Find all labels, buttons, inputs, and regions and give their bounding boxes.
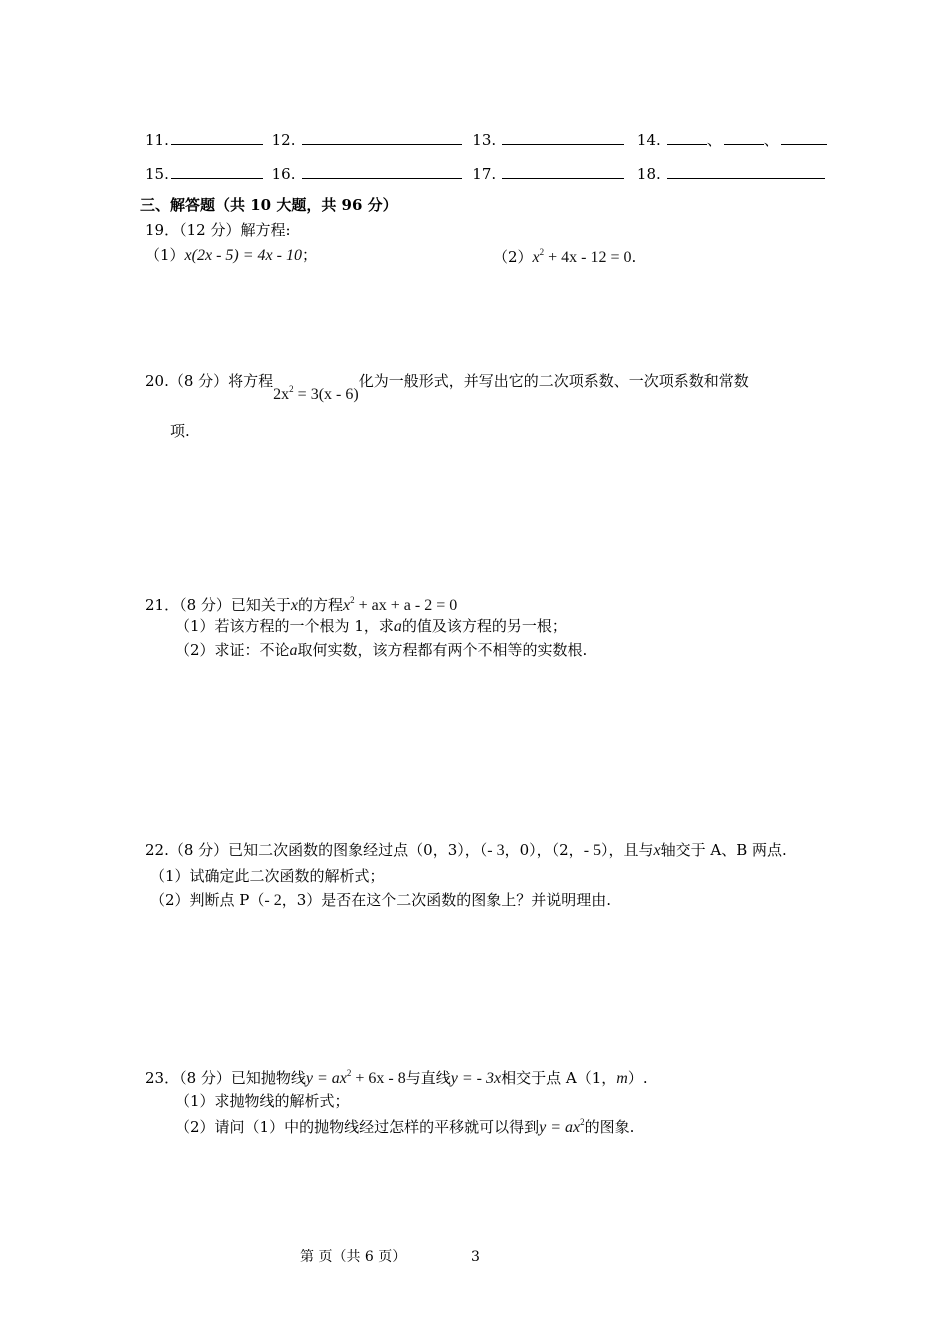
variable-a: a <box>289 642 298 659</box>
answer-blank-18[interactable] <box>667 164 825 179</box>
variable-m: m <box>616 1070 628 1087</box>
question-21-text: 的值及该方程的另一根； <box>401 617 567 635</box>
number-neg-5: - 5 <box>583 842 602 859</box>
exponent: 2 <box>289 384 294 394</box>
exponent: 2 <box>350 595 355 605</box>
question-23-text: 的图象. <box>584 1118 635 1136</box>
equation-23-line: y = - 3x <box>450 1070 502 1087</box>
equation-21 <box>343 597 457 614</box>
question-22-text: ），且与 <box>601 841 654 859</box>
variable-a: a <box>393 618 402 635</box>
answer-blank-15[interactable] <box>171 164 263 179</box>
equation-19-1: x(2x - 5) = 4x - 10 <box>184 247 302 264</box>
eq-part: 2x <box>273 386 290 403</box>
exponent: 2 <box>580 1117 585 1127</box>
page-footer: 第 页（共 6 页） <box>300 1249 407 1265</box>
question-21-text: 的方程 <box>298 596 344 614</box>
question-22-text: 轴交于 A、B 两点. <box>660 841 787 859</box>
answer-row-1 <box>145 130 827 148</box>
answer-label-17: 17. <box>472 165 497 183</box>
answer-label-13: 13. <box>472 131 497 149</box>
exponent: 2 <box>346 1068 352 1078</box>
question-23-text: 相交于点 A（1， <box>501 1069 617 1087</box>
variable-x: x <box>653 842 661 859</box>
question-19-part-2 <box>493 248 636 266</box>
answer-sep-2: 、 <box>763 131 779 149</box>
question-22-text: ，0），（2， <box>504 841 584 859</box>
answer-label-12: 12. <box>271 131 296 149</box>
question-23-text: （2）请问（1）中的抛物线经过怎样的平移就可以得到 <box>175 1118 540 1136</box>
question-21-part-1 <box>175 619 567 635</box>
question-23-heading <box>145 1069 648 1087</box>
answer-blank-13[interactable] <box>502 130 624 145</box>
answer-label-11: 11. <box>145 131 169 149</box>
question-22-part-2 <box>150 893 611 909</box>
question-23-text: 23．（8 分）已知抛物线 <box>145 1069 306 1087</box>
question-19-heading: 19．（12 分）解方程: <box>145 221 291 239</box>
question-23-text: ）. <box>627 1069 648 1087</box>
number-neg-3: - 3 <box>487 842 505 859</box>
equation-23-target <box>539 1119 585 1136</box>
answer-blank-12[interactable] <box>302 130 462 145</box>
eq-part: + 4x - 12 = 0 <box>544 249 632 266</box>
question-22-text: 22.（8 分）已知二次函数的图象经过点（0，3），（ <box>145 841 488 859</box>
question-20-text: 化为一般形式，并写出它的二次项系数、一次项系数和常数 <box>358 372 749 390</box>
eq-part: + 6x - 8 <box>351 1070 406 1087</box>
number-neg-2: - 2 <box>264 892 282 909</box>
question-21-text: （2）求证：不论 <box>175 641 290 659</box>
answer-blank-14a[interactable] <box>667 130 707 145</box>
section-3-title: 三、解答题（共 10 大题，共 96 分） <box>140 196 398 214</box>
eq-part: + ax + a - 2 = 0 <box>354 597 458 614</box>
part-label: （1） <box>145 246 185 264</box>
answer-sep-1: 、 <box>706 131 722 149</box>
answer-blank-14b[interactable] <box>724 130 764 145</box>
question-20-heading: 20.（8 分）将方程 <box>145 372 274 390</box>
answer-label-15: 15. <box>145 165 169 183</box>
answer-label-18: 18. <box>636 165 661 183</box>
eq-part: x <box>532 249 540 266</box>
question-22-part-1: （1）试确定此二次函数的解析式； <box>150 867 385 885</box>
answer-blank-14c[interactable] <box>781 130 827 145</box>
question-21-text: （1）若该方程的一个根为 1，求 <box>175 617 394 635</box>
equation-20 <box>273 386 359 403</box>
question-20-line-2: 项. <box>170 422 190 440</box>
answer-blank-17[interactable] <box>502 164 624 179</box>
question-22-heading <box>145 843 787 859</box>
question-23-text: 与直线 <box>405 1069 451 1087</box>
answer-blank-11[interactable] <box>171 130 263 145</box>
page-number: 3 <box>471 1249 480 1265</box>
equation-19-2 <box>533 249 632 266</box>
answer-label-14: 14. <box>636 131 661 149</box>
punctuation: ； <box>301 246 317 264</box>
punctuation: . <box>631 248 637 266</box>
eq-part: y = ax <box>539 1119 581 1136</box>
answer-blank-16[interactable] <box>302 164 462 179</box>
question-22-text: ，3）是否在这个二次函数的图象上？并说明理由. <box>281 891 612 909</box>
eq-part: y = ax <box>305 1070 347 1087</box>
answer-row-2 <box>145 164 825 182</box>
equation-23-parabola <box>306 1070 406 1087</box>
question-21-text: 取何实数，该方程都有两个不相等的实数根. <box>297 641 588 659</box>
question-23-part-2 <box>175 1118 634 1136</box>
eq-part: = 3(x - 6) <box>293 386 359 403</box>
answer-label-16: 16. <box>271 165 296 183</box>
question-19-part-1 <box>145 248 317 264</box>
question-22-text: （2）判断点 P（ <box>150 891 265 909</box>
variable-x: x <box>290 597 299 614</box>
question-20-line-1 <box>145 372 749 403</box>
part-label: （2） <box>493 248 533 266</box>
question-21-heading <box>145 596 457 614</box>
question-21-text: 21．（8 分）已知关于 <box>145 596 291 614</box>
question-23-part-1: （1）求抛物线的解析式； <box>175 1092 350 1110</box>
question-21-part-2 <box>175 643 587 659</box>
eq-part: x <box>343 597 351 614</box>
exponent: 2 <box>539 247 545 257</box>
